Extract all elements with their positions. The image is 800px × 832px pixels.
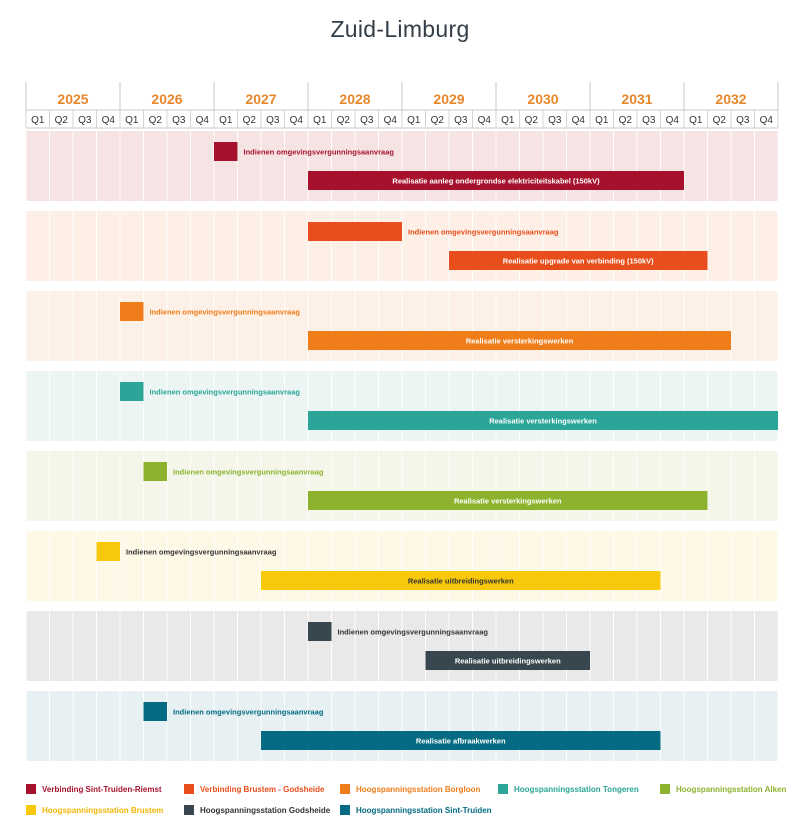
permit-bar xyxy=(120,382,144,401)
quarter-label: Q1 xyxy=(407,115,421,126)
quarter-label: Q4 xyxy=(571,115,585,126)
legend-label: Hoogspanningsstation Borgloon xyxy=(356,784,481,794)
legend-label: Hoogspanningsstation Brustem xyxy=(42,805,164,815)
quarter-label: Q2 xyxy=(336,115,350,126)
task-label: Realisatie versterkingswerken xyxy=(489,416,597,426)
quarter-label: Q3 xyxy=(360,115,374,126)
legend-label: Verbinding Brustem - Godsheide xyxy=(200,784,325,794)
quarter-label: Q1 xyxy=(595,115,609,126)
legend-swatch xyxy=(26,784,36,794)
quarter-label: Q3 xyxy=(172,115,186,126)
year-label: 2027 xyxy=(245,91,277,107)
legend-swatch xyxy=(26,805,36,815)
legend-item xyxy=(26,805,163,815)
task-label: Realisatie upgrade van verbinding (150kV) xyxy=(502,256,654,266)
quarter-label: Q1 xyxy=(31,115,45,126)
task-label: Realisatie afbraakwerken xyxy=(415,736,506,746)
quarter-label: Q4 xyxy=(289,115,303,126)
quarter-label: Q4 xyxy=(665,115,679,126)
project-band-group xyxy=(26,371,778,441)
permit-bar xyxy=(308,622,332,641)
quarter-label: Q3 xyxy=(642,115,656,126)
task-label: Indienen omgevingsvergunningsaanvraag xyxy=(173,467,324,477)
task-label: Indienen omgevingsvergunningsaanvraag xyxy=(126,547,277,557)
legend-swatch xyxy=(184,805,194,815)
quarter-label: Q4 xyxy=(101,115,115,126)
project-band-group xyxy=(26,131,778,201)
legend-swatch xyxy=(340,805,350,815)
quarter-label: Q2 xyxy=(430,115,444,126)
quarter-label: Q2 xyxy=(712,115,726,126)
legend-item xyxy=(340,784,480,794)
quarter-label: Q3 xyxy=(266,115,280,126)
quarter-label: Q1 xyxy=(313,115,327,126)
task-label: Realisatie uitbreidingswerken xyxy=(454,656,561,666)
quarter-label: Q2 xyxy=(148,115,162,126)
permit-bar xyxy=(97,542,121,561)
project-band-group xyxy=(26,291,778,361)
legend-label: Hoogspanningsstation Tongeren xyxy=(514,784,639,794)
quarter-label: Q1 xyxy=(125,115,139,126)
legend-swatch xyxy=(498,784,508,794)
quarter-label: Q3 xyxy=(78,115,92,126)
task-label: Realisatie uitbreidingswerken xyxy=(407,576,514,586)
quarter-label: Q2 xyxy=(524,115,538,126)
task-label: Indienen omgevingsvergunningsaanvraag xyxy=(149,307,300,317)
legend-swatch xyxy=(184,784,194,794)
year-label: 2031 xyxy=(621,91,653,107)
legend-item xyxy=(184,784,324,794)
quarter-label: Q1 xyxy=(689,115,703,126)
legend-item xyxy=(26,784,162,794)
task-label: Indienen omgevingsvergunningsaanvraag xyxy=(149,387,300,397)
year-label: 2026 xyxy=(151,91,183,107)
task-label: Realisatie versterkingswerken xyxy=(465,336,574,346)
project-band-group xyxy=(26,531,778,601)
project-band-group xyxy=(26,451,778,521)
task-label: Indienen omgevingsvergunningsaanvraag xyxy=(173,707,324,717)
legend-label: Hoogspanningsstation Sint-Truiden xyxy=(356,805,492,815)
project-band-group xyxy=(26,691,778,761)
year-label: 2030 xyxy=(527,91,559,107)
year-label: 2025 xyxy=(57,91,89,107)
task-label: Indienen omgevingsvergunningsaanvraag xyxy=(243,147,394,157)
legend-item xyxy=(660,784,786,794)
year-label: 2032 xyxy=(715,91,747,107)
page-title: Zuid-Limburg xyxy=(330,16,470,42)
quarter-label: Q4 xyxy=(383,115,397,126)
quarter-label: Q3 xyxy=(736,115,750,126)
project-band-group xyxy=(26,611,778,681)
legend-label: Hoogspanningsstation Alken xyxy=(676,784,787,794)
quarter-label: Q1 xyxy=(501,115,515,126)
quarter-label: Q1 xyxy=(219,115,233,126)
legend-swatch xyxy=(340,784,350,794)
quarter-label: Q4 xyxy=(759,115,773,126)
legend-item xyxy=(184,805,330,815)
permit-bar xyxy=(214,142,238,161)
task-label: Realisatie aanleg ondergrondse elektriciteitskabel (150kV) xyxy=(392,176,600,186)
quarter-label: Q2 xyxy=(618,115,632,126)
legend-label: Verbinding Sint-Truiden-Riemst xyxy=(42,784,162,794)
task-label: Indienen omgevingsvergunningsaanvraag xyxy=(408,227,559,237)
legend-item xyxy=(340,805,492,815)
task-label: Indienen omgevingsvergunningsaanvraag xyxy=(337,627,488,637)
project-band-group xyxy=(26,211,778,281)
quarter-label: Q4 xyxy=(477,115,491,126)
permit-bar xyxy=(120,302,144,321)
permit-bar xyxy=(144,462,168,481)
permit-bar xyxy=(308,222,402,241)
year-label: 2029 xyxy=(433,91,465,107)
quarter-label: Q2 xyxy=(54,115,68,126)
legend-item xyxy=(498,784,639,794)
legend-swatch xyxy=(660,784,670,794)
quarter-label: Q3 xyxy=(548,115,562,126)
legend-label: Hoogspanningsstation Godsheide xyxy=(200,805,331,815)
quarter-label: Q4 xyxy=(195,115,209,126)
permit-bar xyxy=(144,702,168,721)
quarter-label: Q2 xyxy=(242,115,256,126)
quarter-label: Q3 xyxy=(454,115,468,126)
task-label: Realisatie versterkingswerken xyxy=(453,496,562,506)
year-label: 2028 xyxy=(339,91,371,107)
